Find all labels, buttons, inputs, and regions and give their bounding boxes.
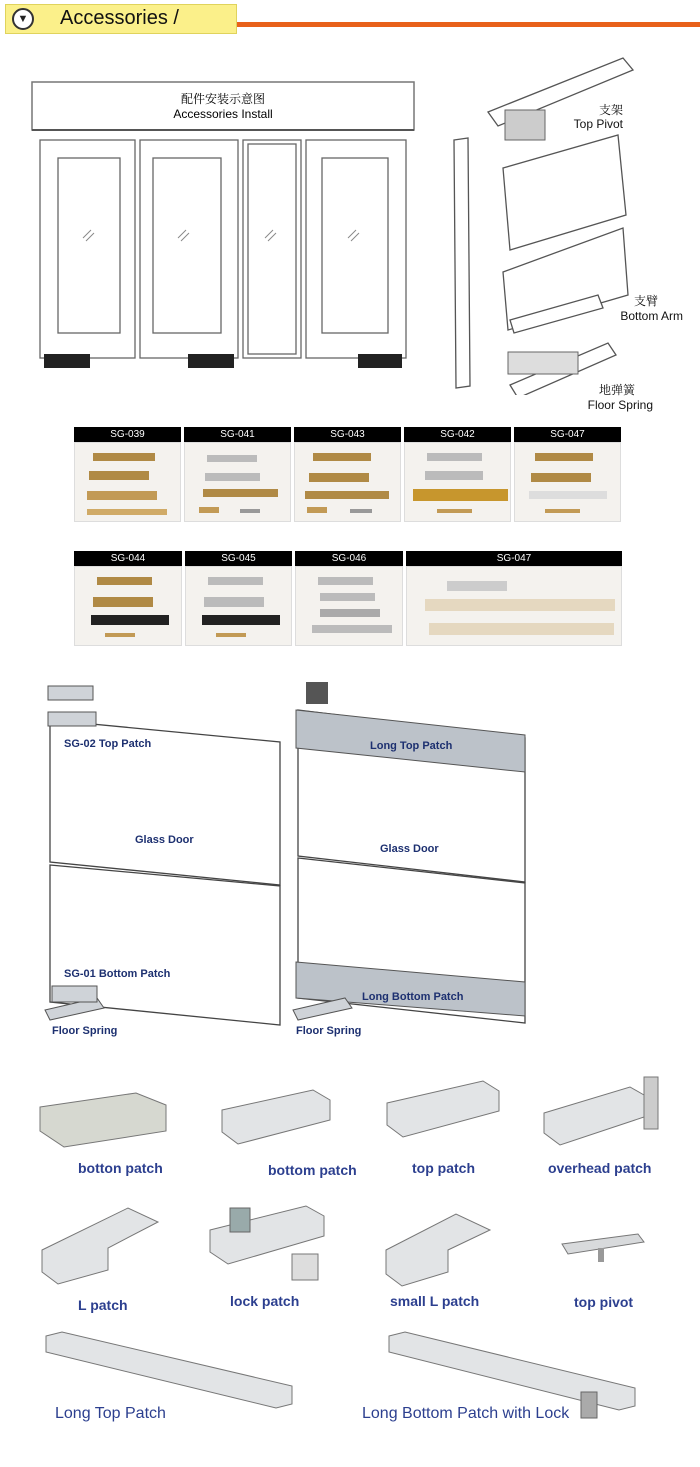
product-thumbnail[interactable] xyxy=(74,442,181,522)
product-caption: bottom patch xyxy=(268,1162,357,1178)
long-top-patch-label: Long Top Patch xyxy=(370,740,453,752)
model-label: SG-041 xyxy=(184,427,291,442)
product-caption: Long Top Patch xyxy=(55,1405,166,1422)
product-image[interactable] xyxy=(540,1073,665,1153)
product-image[interactable] xyxy=(218,1082,333,1152)
product-caption: overhead patch xyxy=(548,1160,652,1176)
floor-spring-label: Floor Spring xyxy=(296,1025,362,1037)
product-thumbnail[interactable] xyxy=(514,442,621,522)
glass-door-diagram-right xyxy=(290,680,535,1030)
product-image[interactable] xyxy=(206,1200,331,1290)
exploded-diagram xyxy=(448,50,688,395)
product-image[interactable] xyxy=(558,1230,648,1270)
product-thumbnail[interactable] xyxy=(406,566,622,646)
product-caption: Long Bottom Patch with Lock xyxy=(362,1405,570,1422)
model-label: SG-044 xyxy=(74,551,182,566)
product-thumbnail[interactable] xyxy=(404,442,511,522)
glass-door-label: Glass Door xyxy=(135,834,194,846)
floor-spring-label-en: Floor Spring xyxy=(587,398,653,412)
product-image[interactable] xyxy=(382,1210,494,1290)
model-label: SG-043 xyxy=(294,427,401,442)
bottom-patch-label: SG-01 Bottom Patch xyxy=(64,968,171,980)
install-title-cn: 配件安装示意图 xyxy=(180,92,265,106)
model-label: SG-046 xyxy=(295,551,403,566)
header-divider xyxy=(237,22,700,27)
product-image[interactable] xyxy=(38,1200,163,1290)
floor-spring-label: Floor Spring xyxy=(52,1025,118,1037)
product-thumbnail[interactable] xyxy=(294,442,401,522)
section-title: Accessories / xyxy=(60,7,179,29)
product-thumbnail[interactable] xyxy=(74,566,182,646)
bottom-arm-label-en: Bottom Arm xyxy=(620,309,683,323)
product-image[interactable] xyxy=(36,1085,171,1155)
model-label: SG-045 xyxy=(185,551,292,566)
product-caption: L patch xyxy=(78,1297,128,1313)
model-label: SG-042 xyxy=(404,427,511,442)
product-thumbnail[interactable] xyxy=(185,566,292,646)
product-caption: small L patch xyxy=(390,1293,480,1309)
product-thumbnail[interactable] xyxy=(184,442,291,522)
top-pivot-label-cn: 支架 xyxy=(598,103,623,117)
product-caption: lock patch xyxy=(230,1293,300,1309)
model-label: SG-047 xyxy=(406,551,622,566)
top-pivot-label-en: Top Pivot xyxy=(573,117,623,131)
product-thumbnail[interactable] xyxy=(295,566,403,646)
product-caption: top patch xyxy=(412,1160,475,1176)
install-diagram xyxy=(28,78,418,373)
install-title-en: Accessories Install xyxy=(173,107,273,121)
model-label: SG-047 xyxy=(514,427,621,442)
product-caption: botton patch xyxy=(78,1160,163,1176)
chevron-down-icon[interactable]: ▼ xyxy=(12,8,34,30)
floor-spring-label-cn: 地弹簧 xyxy=(598,383,635,397)
product-caption: top pivot xyxy=(574,1294,634,1310)
product-image[interactable] xyxy=(383,1075,503,1145)
long-top-patch-image[interactable] xyxy=(42,1330,297,1410)
model-label: SG-039 xyxy=(74,427,181,442)
long-bottom-patch-label: Long Bottom Patch xyxy=(362,991,464,1003)
top-patch-label: SG-02 Top Patch xyxy=(64,738,152,750)
glass-door-label: Glass Door xyxy=(380,843,439,855)
bottom-arm-label-cn: 支臂 xyxy=(633,294,658,308)
